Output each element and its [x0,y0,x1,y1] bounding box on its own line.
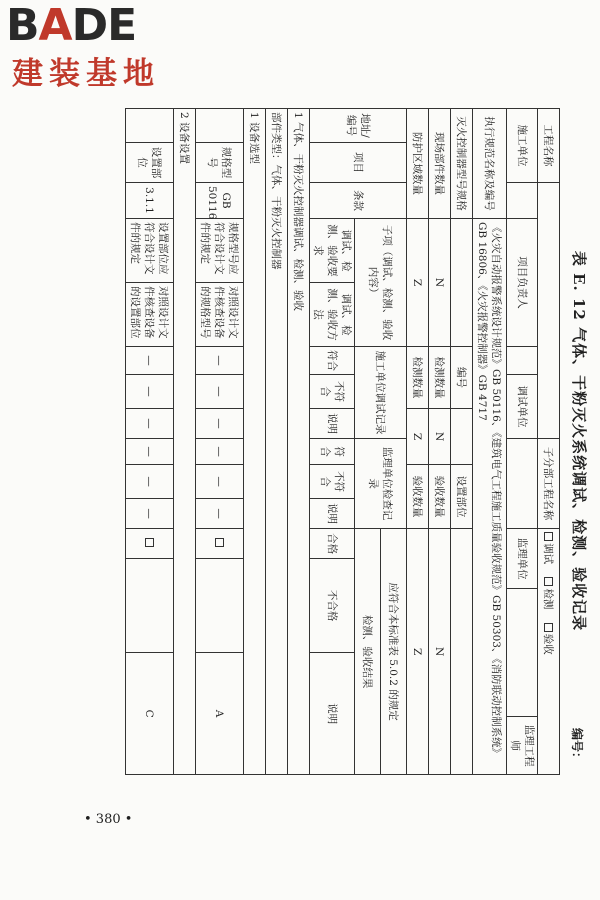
record-table [125,108,560,775]
zone-accept-count-value: Z [407,529,429,775]
table-row [196,109,244,775]
field-count-value: N [429,219,451,347]
check-options [538,529,560,775]
row2-addr [126,109,174,143]
construction-pass-header: 符合 [310,347,355,375]
result-unqualified-header: 不合格 [310,559,355,653]
row2-requirement: 设置部位应符合设计文件的规定 [126,219,174,283]
supervision-note-header: 说明 [310,499,355,529]
logo-main-text: BADE [6,0,137,51]
supervision-pass-header: 符合 [310,439,355,465]
detect-count-label: 检测数量 [429,347,451,409]
subheader-requirement: 调试、检测、验收要求 [310,219,355,283]
checkbox-debug[interactable]: 调试 [543,532,555,564]
project-name-value [538,183,560,439]
row2-item: 设置部位 [126,143,174,183]
detect-count-value: N [429,409,451,465]
row2-supervision-pass: — [126,439,174,465]
supervising-engineer-label: 监理工程师 [507,717,538,775]
row2-method: 对照设计文件核查设备的设置部位 [126,283,174,347]
table-title: 表 E. 12 气体、干粉灭火系统调试、检测、验收记录 [570,250,588,632]
col-item-header: 项目 [310,143,407,183]
debug-unit-value [507,439,538,529]
row2-qualified-checkbox[interactable] [126,529,174,559]
row1-addr [196,109,244,143]
checkbox-detect[interactable]: 检测 [543,577,555,609]
table-row [126,109,174,775]
supervision-unit-label: 监理单位 [507,529,538,589]
serial-value [451,409,473,465]
col-addr-header: 地址/编号 [310,109,407,143]
row1-unqualified [196,559,244,653]
construction-note-header: 说明 [310,409,355,439]
standard-note: 应符合本标准表 5.0.2 的规定 [381,529,407,775]
accept-count-label: 验收数量 [429,465,451,529]
supervision-unit-value [507,589,538,717]
zone-count-label: 防护区域数量 [407,109,429,219]
project-leader-value [507,347,538,375]
zone-count-value: Z [407,219,429,347]
row1-item: 规格型号 [196,143,244,183]
location-value [451,529,473,775]
row1-supervision-pass: — [196,439,244,465]
subproject-name-label: 子分部工程名称 [538,439,560,529]
accept-count-value: N [429,529,451,775]
row1-construction-note: — [196,409,244,439]
row1-supervision-fail: — [196,465,244,499]
controller-model-value [451,219,473,347]
bade-logo [6,0,186,96]
project-leader-label: 项目负责人 [507,219,538,347]
col-subitem-header: 子项（调试、检测、验收内容） [355,219,407,347]
row2-supervision-fail: — [126,465,174,499]
col-construction-header: 施工单位调试记录 [355,347,407,439]
zone-detect-count-label: 检测数量 [407,347,429,409]
section-1-heading: 1 气体、干粉灭火控制器调试、检测、验收 [288,109,310,775]
row2-construction-fail: — [126,375,174,409]
construction-unit-label: 施工单位 [507,109,538,183]
row2-construction-pass: — [126,347,174,375]
row1-supervision-note: — [196,499,244,529]
row1-method: 对照设计文件核查设备的规格型号 [196,283,244,347]
row2-supervision-note: — [126,499,174,529]
zone-accept-count-label: 验收数量 [407,465,429,529]
row1-requirement: 规格型号应符合设计文件的规定 [196,219,244,283]
field-count-label: 现场部件数量 [429,109,451,219]
row1-result: A [196,653,244,775]
row2-unqualified [126,559,174,653]
result-note-header: 说明 [310,653,355,775]
page-number: • 380 • [84,812,133,827]
location-label: 设置部位 [451,465,473,529]
section-1-2-heading: 2 设备设置 [174,109,196,775]
project-name-label: 工程名称 [538,109,560,183]
col-supervision-header: 监理单位检查记录 [355,439,407,529]
col-result-header: 检测、验收结果 [355,529,381,775]
row1-construction-pass: — [196,347,244,375]
row1-construction-fail: — [196,375,244,409]
row2-construction-note: — [126,409,174,439]
standards-text: 《火灾自动报警系统设计规范》GB 50116、《建筑电气工程施工质量验收规范》GB 50303、《消防联动控制系统》GB 16806、《火灾报警控制器》GB 4717 [473,219,507,775]
row2-result: C [126,653,174,775]
zone-detect-count-value: Z [407,409,429,465]
debug-unit-label: 调试单位 [507,375,538,439]
code-label: 编号： [570,727,584,764]
row1-clause: GB 50116 [196,183,244,219]
checkbox-accept[interactable]: 验收 [543,623,555,655]
row1-qualified-checkbox[interactable] [196,529,244,559]
result-qualified-header: 合格 [310,529,355,559]
construction-unit-value [507,183,538,219]
row2-clause: 3.1.1 [126,183,174,219]
standards-label: 执行规范名称及编号 [473,109,507,219]
rotated-record-sheet [112,108,592,774]
supervision-fail-header: 不符合 [310,465,355,499]
subheader-method: 调试、检测、验收方法 [310,283,355,347]
controller-model-label: 灭火控制器型号规格 [451,109,473,219]
logo-sub-text: 建装基地 [12,56,160,92]
serial-label: 编号 [451,347,473,409]
section-1-component-type: 部件类型：气体、干粉灭火控制器 [266,109,288,775]
section-1-1-heading: 1 设备选型 [244,109,266,775]
construction-fail-header: 不符合 [310,375,355,409]
col-clause-header: 条款 [310,183,407,219]
